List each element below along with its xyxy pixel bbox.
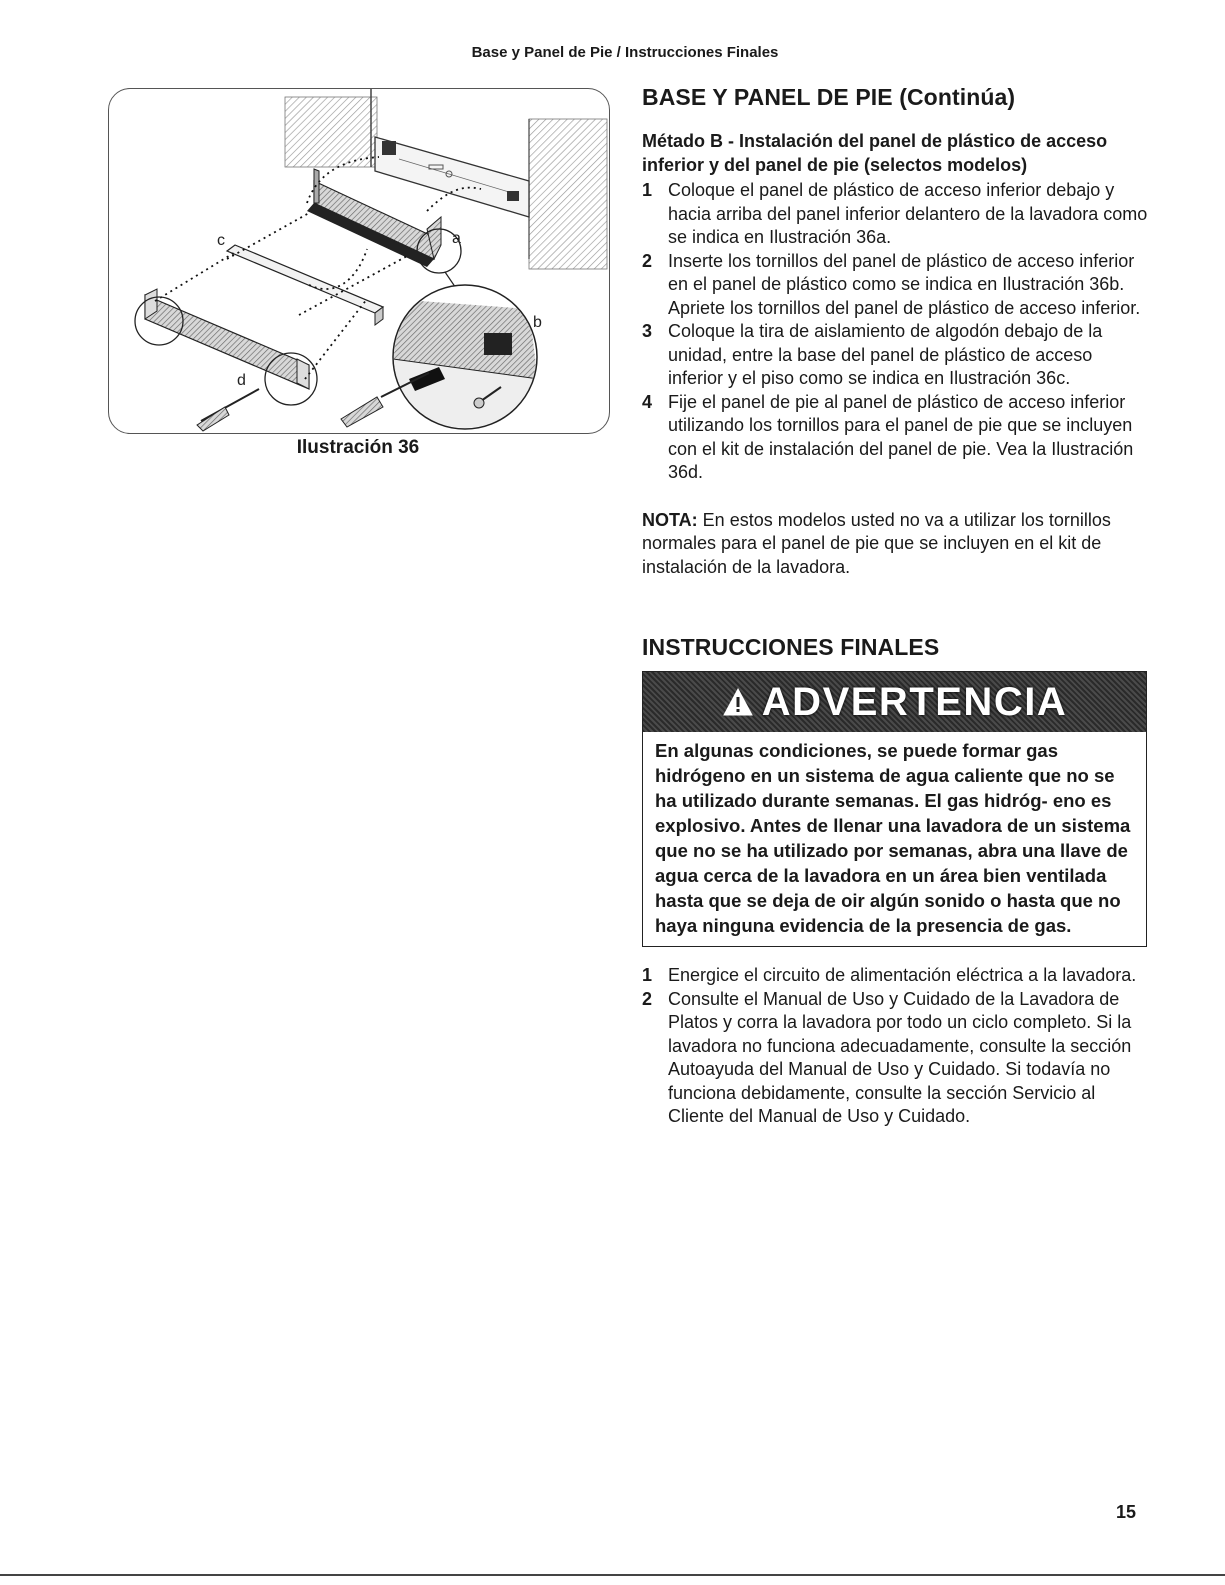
cabinet-left [285, 89, 377, 167]
toe-panel [145, 289, 309, 389]
insulation-strip [227, 245, 383, 325]
figure-caption: Ilustración 36 [296, 437, 420, 458]
callout-label-c: c [217, 232, 225, 249]
running-header: Base y Panel de Pie / Instrucciones Finales [471, 44, 779, 61]
note-label: NOTA: [642, 509, 698, 530]
illustration-36 [108, 88, 610, 434]
callout-label-b: b [533, 314, 542, 331]
warning-triangle-icon [722, 687, 754, 717]
final-instructions-section [642, 634, 1152, 1129]
callout-label-a: a [452, 230, 461, 247]
final-steps [642, 964, 1152, 1129]
callout-label-d: d [237, 372, 246, 389]
page-number: 15 [1116, 1502, 1137, 1522]
note-paragraph [642, 509, 1152, 580]
installation-steps [642, 179, 1152, 485]
warning-box [642, 671, 1147, 947]
list-item: 1 Coloque el panel de plástico de acceso inferior debajo y hacia arriba del panel inferior delantero de la lavadora como se indica en Ilustración 36a. [642, 180, 1148, 247]
method-b-subheading: Métado B - Instalación del panel de plástico de acceso inferior y del panel de pie (selectos modelos) [642, 131, 1108, 175]
note-text: En estos modelos usted no va a utilizar los tornillos normales para el panel de pie que se incluyen en el kit de instalación de la lavadora. [642, 509, 1111, 577]
list-item: 3 Coloque la tira de aislamiento de algodón debajo de la unidad, entre la base del panel de plástico de acceso inferior y el piso como se indica en Ilustración 36c. [642, 321, 1103, 388]
list-item: 2 Consulte el Manual de Uso y Cuidado de la Lavadora de Platos y corra la lavadora por todo un ciclo completo. Si la lavadora no funciona adecuadamente, consulte la sección Autoayuda del Manual de Uso y Cuidado. Si todavía no funciona debidamente, consulte la sección Servicio al Cliente del Manual de Uso y Cuidado. [642, 988, 1132, 1126]
cabinet-right [529, 119, 607, 269]
warning-title: ADVERTENCIA [761, 679, 1068, 724]
screwdriver-left [197, 389, 259, 431]
list-item: 2 Inserte los tornillos del panel de plástico de acceso inferior en el panel de plástico como se indica en Ilustración 36b. Apriete los tornillos del panel de plástico de acceso inferior. [642, 250, 1141, 318]
list-item: 1 Energice el circuito de alimentación eléctrica a la lavadora. [642, 965, 1137, 985]
right-column [642, 84, 1152, 1129]
section-heading-final: INSTRUCCIONES FINALES [642, 634, 940, 660]
detail-magnifier-b [393, 285, 539, 429]
warning-banner [643, 672, 1146, 732]
section-heading-base: BASE Y PANEL DE PIE (Continúa) [642, 84, 1016, 110]
list-item: 4 Fije el panel de pie al panel de plástico de acceso inferior utilizando los tornillos para el panel de pie que se incluyen con el kit de instalación del panel de pie. Vea la Ilustración 36d. [642, 391, 1134, 482]
dishwasher-bottom [375, 137, 529, 217]
warning-text: En algunas condiciones, se puede formar gas hidrógeno en un sistema de agua caliente que no se ha utilizado durante semanas. El gas hidróg- eno es explosivo. Antes de llenar una lavadora de un sistema que no se ha utilizado por semanas, abra una llave de agua cerca de la lavadora en un área bien ventilada hasta que se deja de oir algún sonido o hasta que no haya ninguna evidencia de la presencia de gas. [655, 740, 1131, 936]
bottom-rule [0, 1574, 1225, 1576]
